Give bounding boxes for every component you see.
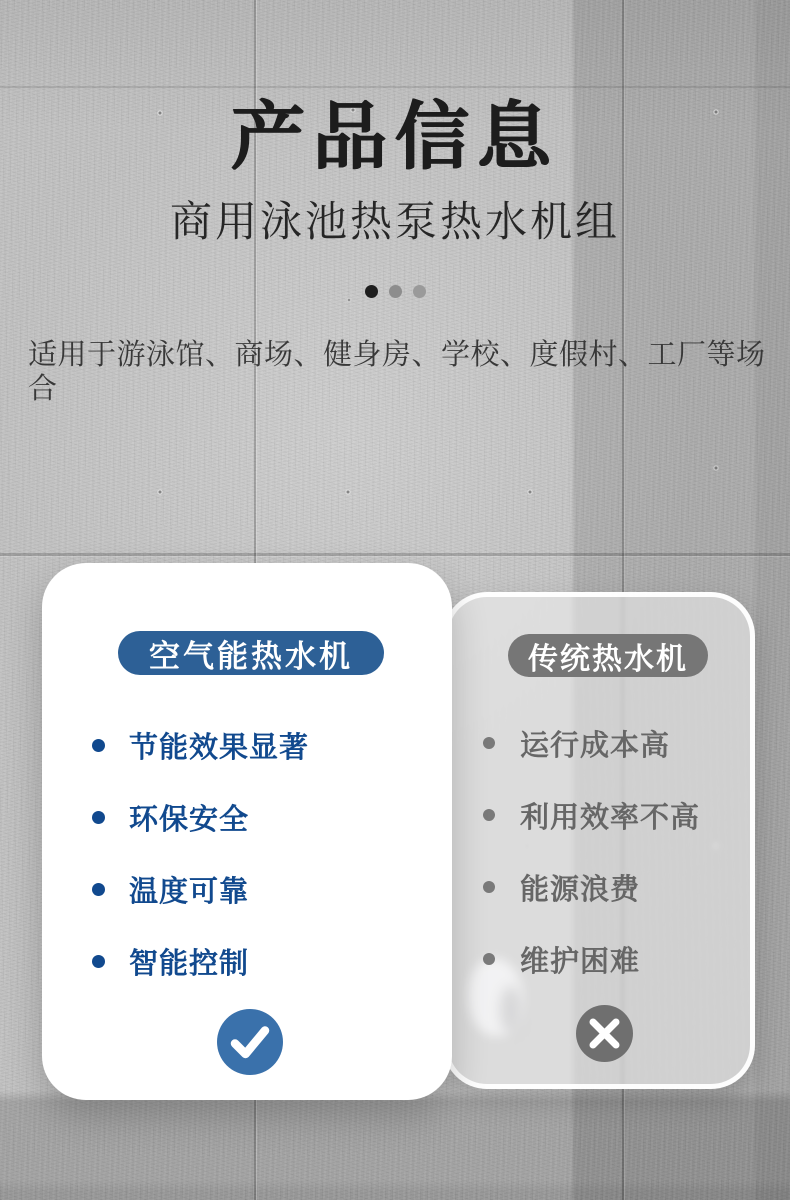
list-item-label: 环保安全 [129, 801, 250, 836]
bullet-dot-icon [483, 881, 495, 893]
applicable-scenarios-text: 适用于游泳馆、商场、健身房、学校、度假村、工厂等场合 [28, 337, 766, 405]
list-item [448, 941, 750, 977]
bullet-dot-icon [92, 739, 105, 752]
bullet-dot-icon [483, 737, 495, 749]
cross-icon [576, 1005, 633, 1062]
list-item [42, 943, 452, 979]
check-icon [217, 1009, 283, 1075]
list-item-label: 能源浪费 [520, 871, 641, 906]
list-item [448, 725, 750, 761]
traditional-title-pill: 传统热水机 [508, 634, 708, 677]
list-item [448, 797, 750, 833]
list-item [448, 869, 750, 905]
list-item-label: 利用效率不高 [520, 799, 701, 834]
air-energy-feature-list [42, 727, 452, 1015]
page-title: 产品信息 [231, 94, 559, 180]
page-subtitle: 商用泳池热泵热水机组 [169, 197, 620, 246]
carousel-dots [0, 285, 790, 298]
list-item-label: 维护困难 [520, 943, 641, 978]
list-item-label: 智能控制 [129, 945, 250, 980]
list-item-label: 节能效果显著 [129, 729, 310, 764]
air-energy-title-pill: 空气能热水机 [118, 631, 384, 675]
carousel-dot-active [365, 285, 378, 298]
carousel-dot [413, 285, 426, 298]
list-item-label: 温度可靠 [129, 873, 250, 908]
bullet-dot-icon [483, 809, 495, 821]
card-air-energy-heater [42, 563, 452, 1100]
list-item [42, 727, 452, 763]
bullet-dot-icon [92, 955, 105, 968]
bullet-dot-icon [92, 883, 105, 896]
list-item-label: 运行成本高 [520, 727, 671, 762]
carousel-dot [389, 285, 402, 298]
list-item [42, 871, 452, 907]
list-item [42, 799, 452, 835]
traditional-drawback-list [448, 725, 750, 1013]
bullet-dot-icon [483, 953, 495, 965]
card-traditional-heater [443, 592, 755, 1089]
bullet-dot-icon [92, 811, 105, 824]
